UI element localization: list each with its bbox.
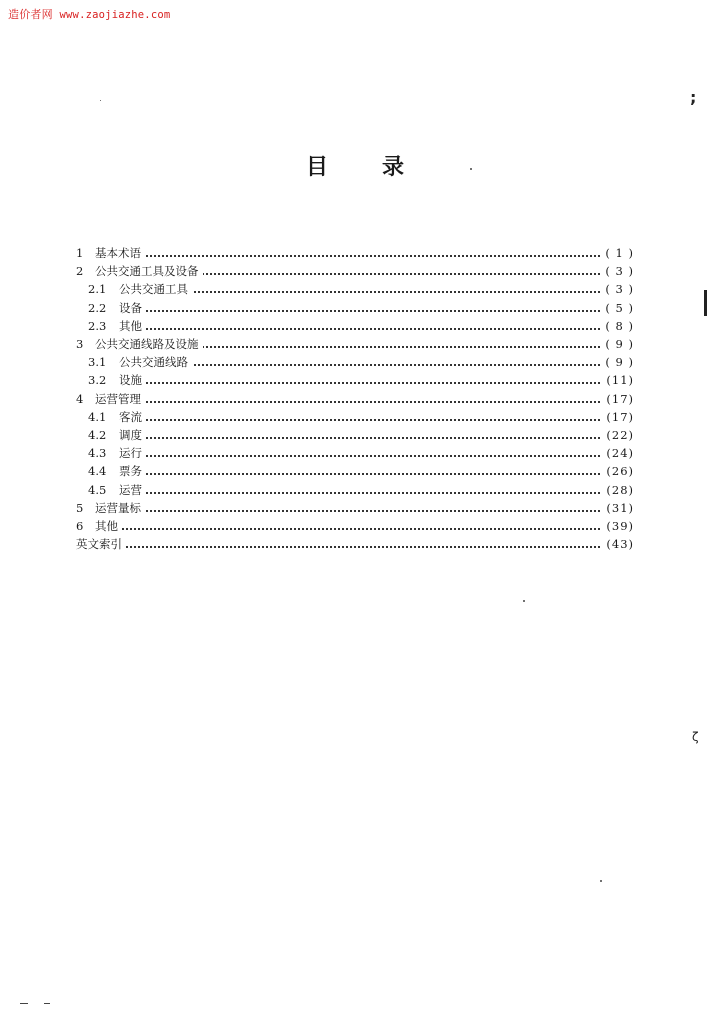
toc-dot-leader	[82, 546, 600, 548]
toc-page-number: (43)	[606, 537, 634, 552]
toc-dot-leader	[101, 401, 600, 403]
toc-page-number: ( 3 )	[605, 264, 634, 279]
toc-page-number: (26)	[606, 464, 634, 479]
toc-number: 4.1	[88, 409, 107, 424]
toc-page-number: (17)	[606, 391, 634, 406]
toc-row	[0, 444, 634, 462]
scan-artifact-mark: ζ	[692, 730, 699, 744]
toc-row	[0, 280, 634, 298]
toc-row	[0, 335, 634, 353]
toc-dot-leader	[125, 291, 600, 293]
toc-number: 4.3	[88, 446, 107, 461]
toc-label: 设备	[119, 299, 146, 317]
toc-page-number: ( 9 )	[605, 355, 634, 370]
toc-page-number: (31)	[606, 500, 634, 515]
toc-label: 基本术语	[95, 244, 145, 262]
scan-speck	[523, 600, 525, 602]
toc-label: 公共交通工具及设备	[95, 262, 203, 280]
toc-row	[0, 426, 634, 444]
watermark	[8, 6, 170, 22]
toc-number: 6	[76, 519, 84, 533]
toc-dot-leader	[125, 437, 600, 439]
toc-label: 运营	[119, 481, 146, 499]
toc-dot-leader	[101, 528, 600, 530]
toc-label: 其他	[119, 317, 146, 335]
toc-label: 公共交通线路	[119, 353, 192, 371]
toc-row	[0, 299, 634, 317]
toc-number: 2	[76, 264, 84, 279]
toc-number: 2.1	[88, 282, 107, 297]
toc-page-number: (24)	[606, 446, 634, 461]
toc-page-number: (17)	[606, 409, 634, 424]
toc-row	[0, 262, 634, 280]
toc-label: 公共交通线路及设施	[95, 335, 203, 353]
toc-number: 3	[76, 337, 84, 351]
toc-row	[0, 517, 634, 535]
toc-number: 5	[76, 500, 84, 515]
scan-speck	[600, 880, 602, 882]
toc-row	[0, 499, 634, 517]
toc-number: 4.5	[88, 482, 107, 497]
toc-number: 4.4	[88, 464, 107, 479]
scan-speck	[100, 100, 101, 101]
toc-page-number: (39)	[606, 519, 634, 533]
toc-page-number: (11)	[606, 373, 634, 388]
toc-number: 1	[76, 246, 84, 260]
toc-row	[0, 390, 634, 408]
toc-dot-leader	[125, 328, 600, 330]
toc-dot-leader	[125, 492, 600, 494]
toc-page-number: ( 5 )	[605, 300, 634, 315]
toc-number: 2.2	[88, 300, 107, 315]
toc-row	[0, 353, 634, 371]
toc-label: 英文索引	[76, 535, 126, 553]
toc-row	[0, 244, 634, 262]
scan-artifact-bar	[704, 290, 707, 316]
toc-dot-leader	[125, 382, 600, 384]
toc-dot-leader	[125, 455, 600, 457]
toc-dot-leader	[125, 310, 600, 312]
toc-row	[0, 317, 634, 335]
toc-label: 设施	[119, 371, 146, 389]
toc-page-number: ( 8 )	[605, 318, 634, 333]
scan-speck	[470, 168, 472, 170]
toc-label: 客流	[119, 408, 146, 426]
toc-number: 4	[76, 391, 84, 406]
toc-row	[0, 481, 634, 499]
toc-dot-leader	[125, 419, 600, 421]
toc-number: 3.2	[88, 373, 107, 388]
toc-label: 运营管理	[95, 390, 145, 408]
toc-row	[0, 462, 634, 480]
toc-page-number: ( 1 )	[605, 246, 634, 260]
toc-dot-leader	[101, 510, 600, 512]
toc-page-number: ( 3 )	[605, 282, 634, 297]
toc-row	[0, 371, 634, 389]
toc-dot-leader	[125, 473, 600, 475]
toc-label: 调度	[119, 426, 146, 444]
toc-dot-leader	[125, 364, 600, 366]
toc-label: 运行	[119, 444, 146, 462]
toc-label: 其他	[95, 517, 122, 535]
toc-row	[0, 535, 634, 553]
toc-label: 票务	[119, 462, 146, 480]
watermark-site: www.zaojiazhe.com	[59, 9, 171, 21]
toc-dot-leader	[101, 255, 600, 257]
toc-page-number: (28)	[606, 482, 634, 497]
scan-speck	[44, 1003, 50, 1004]
scan-speck	[20, 1003, 28, 1004]
page-title: 目录	[305, 155, 458, 180]
toc-page-number: (22)	[606, 428, 634, 442]
toc-number: 3.1	[88, 355, 107, 370]
watermark-name: 造价者网	[8, 8, 53, 21]
toc-number: 2.3	[88, 318, 107, 333]
toc-number: 4.2	[88, 428, 107, 442]
toc-page-number: ( 9 )	[605, 337, 634, 351]
toc-label: 公共交通工具	[119, 280, 192, 298]
toc-row	[0, 408, 634, 426]
scan-artifact-semicolon: ;	[690, 88, 697, 107]
toc-label: 运营量标	[95, 499, 145, 517]
